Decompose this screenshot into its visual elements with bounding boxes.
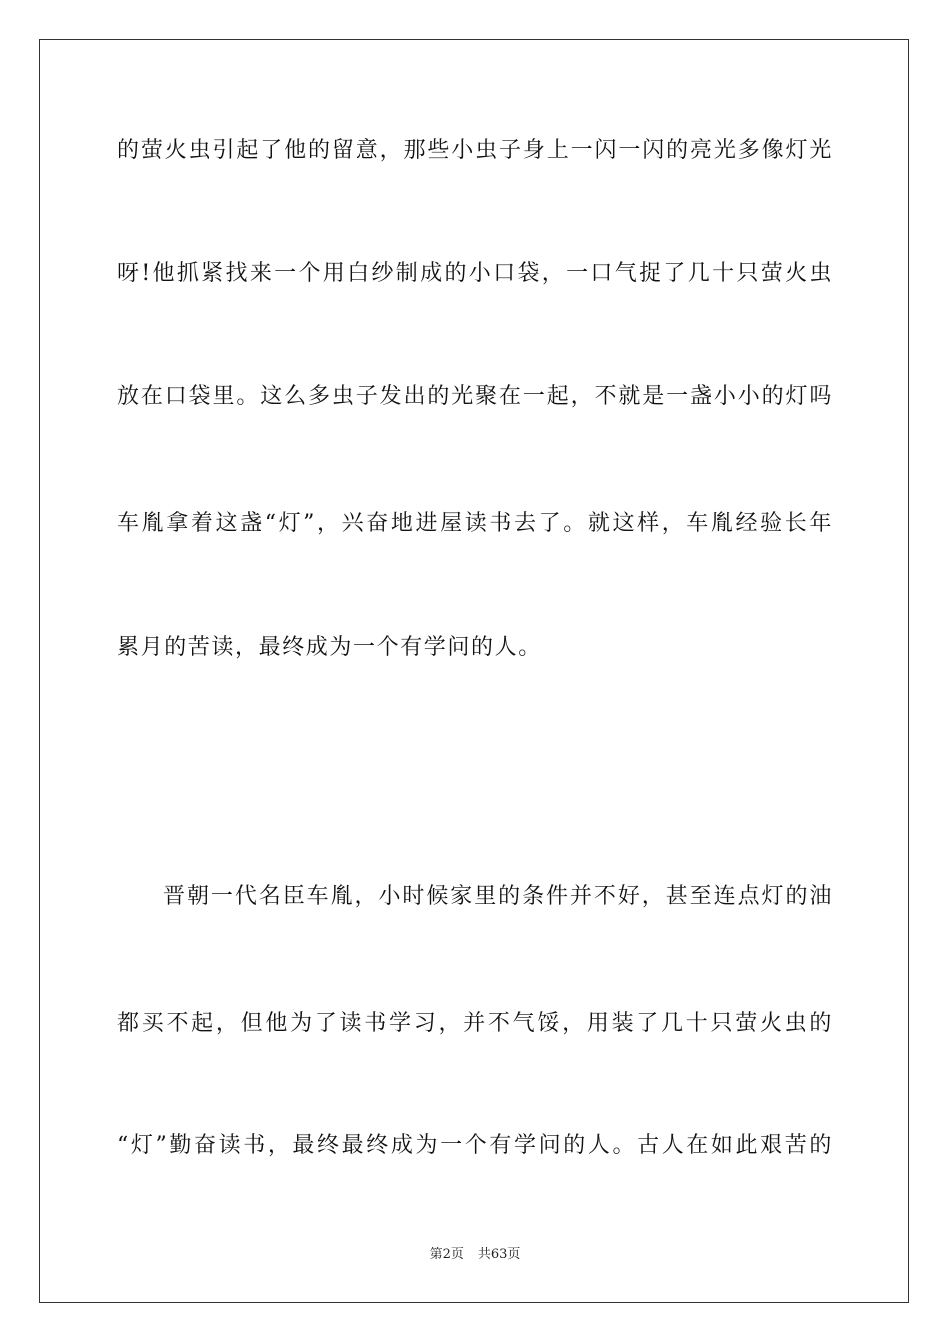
paragraph-line-5: 累月的苦读，最终成为一个有学问的人。 (117, 635, 542, 660)
total-pages: 共63页 (477, 1247, 521, 1262)
paragraph-line-6: 晋朝一代名臣车胤，小时候家里的条件并不好，甚至连点灯的油 (163, 884, 833, 909)
paragraph-line-4: 车胤拿着这盏“灯”，兴奋地进屋读书去了。就这样，车胤经验长年 (117, 511, 833, 536)
page-border (39, 39, 909, 1303)
paragraph-line-8: “灯”勤奋读书，最终最终成为一个有学问的人。古人在如此艰苦的 (117, 1133, 833, 1158)
paragraph-line-7: 都买不起，但他为了读书学习，并不气馁，用装了几十只萤火虫的 (117, 1011, 833, 1036)
page-number: 第2页 (429, 1247, 464, 1262)
paragraph-line-3: 放在口袋里。这么多虫子发出的光聚在一起，不就是一盏小小的灯吗 (117, 384, 833, 409)
paragraph-line-2: 呀!他抓紧找来一个用白纱制成的小口袋，一口气捉了几十只萤火虫 (117, 261, 833, 286)
paragraph-line-1: 的萤火虫引起了他的留意，那些小虫子身上一闪一闪的亮光多像灯光 (117, 138, 833, 163)
page-footer (0, 1246, 950, 1264)
